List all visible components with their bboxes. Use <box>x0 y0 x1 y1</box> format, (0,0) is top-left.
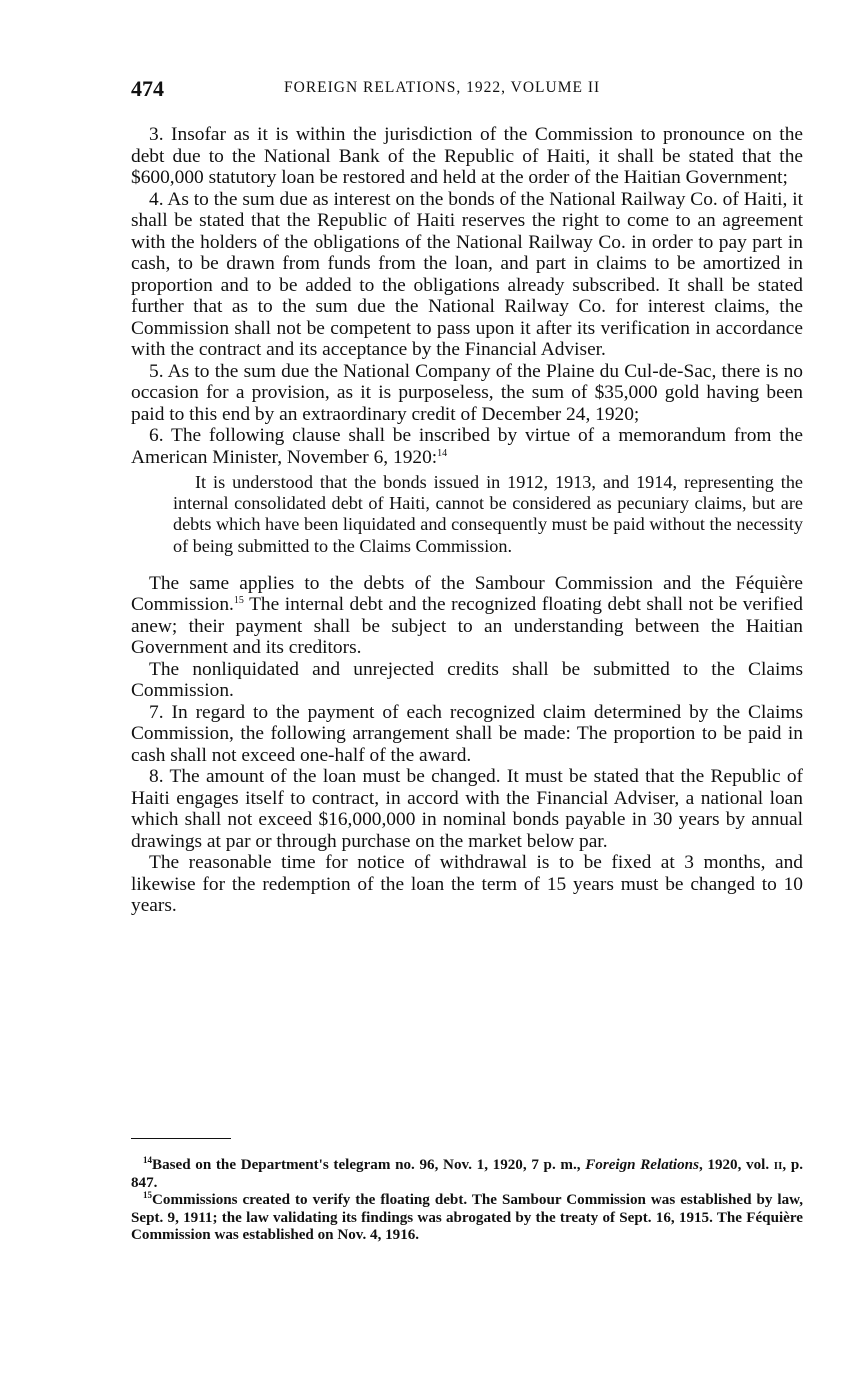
footnote-15-text: Commissions created to verify the floating debt. The Sambour Commission was established by law, Sept. 9, 1911; the law validating its findings was abrogated by the treaty of Sept. 16, 1915. The Féquière Commission was established on Nov. 4, 1916. <box>131 1192 803 1243</box>
paragraph-8: 8. The amount of the loan must be changed. It must be stated that the Republic of Haiti engages itself to contract, in accord with the Financial Adviser, a national loan which shall not exceed $16,000,000 in nominal bonds payable in 30 years by annual drawings at par or through purchase on the market below par. <box>131 766 803 852</box>
footnote-14-text: Based on the Department's telegram no. 96, Nov. 1, 1920, 7 p. m., <box>152 1157 586 1173</box>
page-number: 474 <box>131 76 164 101</box>
footnote-14-text-2: , 1920, vol. <box>698 1157 774 1173</box>
paragraph-6-text: 6. The following clause shall be inscribed by virtue of a memorandum from the American Minister, November 6, 1920: <box>131 425 803 468</box>
footnotes <box>131 1157 803 1245</box>
paragraph-nonliquidated: The nonliquidated and unrejected credits shall be submitted to the Claims Commission. <box>131 658 803 702</box>
paragraph-reasonable-time: The reasonable time for notice of withdrawal is to be fixed at 3 months, and likewise for the redemption of the loan the term of 15 years must be changed to 10 years. <box>131 852 803 917</box>
quote-text: It is understood that the bonds issued in 1912, 1913, and 1914, representing the internal consolidated debt of Haiti, cannot be considered as pecuniary claims, but are debts which have been liquidated and consequently must be paid without the necessity of being submitted to the Claims Commission. <box>173 472 803 556</box>
same-applies-part1: The same applies to the debts of the Sambour Commission and the Féquière Commission. <box>131 572 803 616</box>
footnote-number-14: 14 <box>143 1155 152 1165</box>
main-text <box>131 124 803 917</box>
paragraph-5: 5. As to the sum due the National Company of the Plaine du Cul-de-Sac, there is no occasion for a provision, as it is purposeless, the sum of $35,000 gold having been paid to this end by an extraordinary credit of December 24, 1920; <box>131 360 803 425</box>
footnote-14-text-3: , p. 847. <box>131 1157 803 1191</box>
paragraph-7: 7. In regard to the payment of each recognized claim determined by the Claims Commission, the following arrangement shall be made: The proportion to be paid in cash shall not exceed one-half of the award. <box>131 701 803 766</box>
footnote-divider <box>131 1138 231 1139</box>
paragraph-3: 3. Insofar as it is within the jurisdiction of the Commission to pronounce on the debt due to the National Bank of the Republic of Haiti, it shall be stated that the $600,000 statutory loan be restored and held at the order of the Haitian Government; <box>131 124 803 188</box>
footnote-15 <box>131 1192 803 1245</box>
footnote-ref-15[interactable]: 15 <box>233 595 244 607</box>
running-head <box>131 76 803 104</box>
paragraph-same-applies <box>131 573 803 659</box>
paragraph-6 <box>131 425 803 468</box>
footnote-14 <box>131 1157 803 1192</box>
same-applies-part2: The internal debt and the recognized floating debt shall not be verified anew; their payment shall be subject to an understanding between the Haitian Government and its creditors. <box>131 594 803 659</box>
block-quote <box>173 472 803 557</box>
running-title: FOREIGN RELATIONS, 1922, VOLUME II <box>284 79 601 96</box>
footnote-ref-14[interactable]: 14 <box>437 447 448 459</box>
footnote-14-source: Foreign Relations <box>585 1157 699 1173</box>
footnote-14-volume: ii <box>773 1157 783 1173</box>
footnote-number-15: 15 <box>143 1190 152 1200</box>
paragraph-4: 4. As to the sum due as interest on the bonds of the National Railway Co. of Haiti, it shall be stated that the Republic of Haiti reserves the right to come to an agreement with the holders of the obligations of the National Railway Co. in order to pay part in cash, to be drawn from funds from the loan, and part in claims to be amortized in proportion and to be added to the obligations already subscribed. It shall be stated further that as to the sum due the National Railway Co. for interest claims, the Commission shall not be competent to pass upon it after its verification in accordance with the contract and its acceptance by the Financial Adviser. <box>131 188 803 360</box>
